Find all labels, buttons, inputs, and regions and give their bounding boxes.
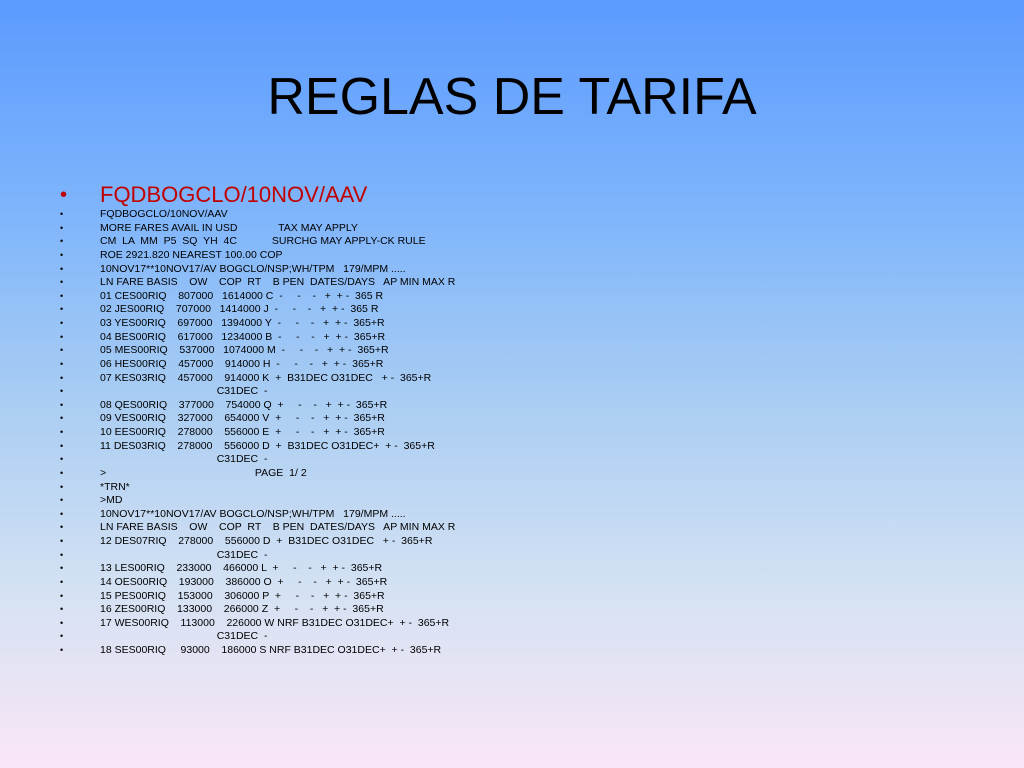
fare-line (60, 562, 455, 576)
fare-line-text: 05 MES00RIQ 537000 1074000 M - - - + + - 365+R (100, 344, 389, 357)
fare-line (60, 222, 455, 236)
fare-line (60, 385, 455, 399)
fare-line (60, 235, 455, 249)
fare-line-text: >MD (100, 494, 123, 507)
fare-line (60, 576, 455, 590)
bullet-icon: • (60, 222, 64, 233)
fare-line-text: MORE FARES AVAIL IN USD TAX MAY APPLY (100, 221, 358, 234)
fare-line (60, 603, 455, 617)
bullet-icon: • (60, 413, 64, 424)
fare-line-text: > PAGE 1/ 2 (100, 466, 307, 479)
fare-line (60, 644, 455, 658)
bullet-icon: • (60, 358, 64, 369)
fare-line (60, 344, 455, 358)
fare-line (60, 440, 455, 454)
fare-line (60, 276, 455, 290)
fare-line (60, 317, 455, 331)
fare-line (60, 331, 455, 345)
fare-line-text: 04 BES00RIQ 617000 1234000 B - - - + + - 365+R (100, 330, 386, 343)
fare-line-text: 11 DES03RIQ 278000 556000 D + B31DEC O31DEC+ + - 365+R (100, 439, 435, 452)
fare-display-lines (60, 208, 455, 658)
bullet-icon: • (60, 304, 64, 315)
bullet-icon: • (60, 263, 64, 274)
bullet-icon: • (60, 454, 64, 465)
fare-line-text: 01 CES00RIQ 807000 1614000 C - - - + + - 365 R (100, 289, 384, 302)
fare-line-text: 02 JES00RIQ 707000 1414000 J - - - + + - 365 R (100, 303, 379, 316)
bullet-icon: • (60, 563, 64, 574)
main-bullet-text: FQDBOGCLO/10NOV/AAV (100, 182, 368, 207)
fare-line (60, 521, 455, 535)
fare-line-text: 10NOV17**10NOV17/AV BOGCLO/NSP;WH/TPM 179/MPM ..... (100, 262, 406, 275)
fare-line-text: 17 WES00RIQ 113000 226000 W NRF B31DEC O31DEC+ + - 365+R (100, 616, 450, 629)
fare-line-text: C31DEC - (100, 453, 268, 466)
bullet-icon: • (60, 183, 68, 206)
bullet-icon: • (60, 576, 64, 587)
fare-line-text: 10NOV17**10NOV17/AV BOGCLO/NSP;WH/TPM 179/MPM ..... (100, 507, 406, 520)
fare-line-text: 07 KES03RIQ 457000 914000 K + B31DEC O31DEC + - 365+R (100, 371, 432, 384)
fare-line (60, 535, 455, 549)
bullet-icon: • (60, 481, 64, 492)
fare-line (60, 372, 455, 386)
slide-title: REGLAS DE TARIFA (267, 68, 757, 126)
fare-line-text: 18 SES00RIQ 93000 186000 S NRF B31DEC O31DEC+ + - 365+R (100, 644, 442, 656)
main-bullet (60, 180, 367, 210)
bullet-icon: • (60, 345, 64, 356)
bullet-icon: • (60, 467, 64, 478)
fare-line (60, 481, 455, 495)
bullet-icon: • (60, 440, 64, 451)
bullet-icon: • (60, 290, 64, 301)
bullet-icon: • (60, 249, 64, 260)
bullet-icon: • (60, 318, 64, 328)
bullet-icon: • (60, 399, 64, 410)
bullet-icon: • (60, 331, 64, 342)
fare-line-text: C31DEC - (100, 630, 268, 643)
fare-line (60, 412, 455, 426)
fare-line (60, 467, 455, 481)
bullet-icon: • (60, 645, 64, 655)
fare-line (60, 630, 455, 644)
bullet-icon: • (60, 536, 64, 546)
fare-line (60, 208, 455, 222)
fare-line (60, 358, 455, 372)
fare-line-text: 15 PES00RIQ 153000 306000 P + - - + + - 365+R (100, 589, 385, 602)
fare-line-text: 14 OES00RIQ 193000 386000 O + - - + + - 365+R (100, 575, 388, 588)
fare-line (60, 549, 455, 563)
fare-line-text: LN FARE BASIS OW COP RT B PEN DATES/DAYS AP MIN MAX R (100, 276, 456, 289)
fare-line (60, 494, 455, 508)
fare-line-text: 12 DES07RIQ 278000 556000 D + B31DEC O31DEC + - 365+R (100, 535, 433, 547)
bullet-icon: • (60, 617, 64, 628)
fare-line-text: 09 VES00RIQ 327000 654000 V + - - + + - 365+R (100, 412, 385, 425)
fare-line-text: 13 LES00RIQ 233000 466000 L + - - + + - 365+R (100, 562, 383, 575)
bullet-icon: • (60, 495, 64, 506)
fare-line-text: C31DEC - (100, 385, 268, 398)
bullet-icon: • (60, 590, 64, 601)
fare-line-text: 08 QES00RIQ 377000 754000 Q + - - + + - 365+R (100, 398, 388, 411)
fare-line (60, 508, 455, 522)
fare-line-text: C31DEC - (100, 548, 268, 561)
fare-line (60, 263, 455, 277)
bullet-icon: • (60, 209, 64, 219)
bullet-icon: • (60, 236, 64, 247)
bullet-icon: • (60, 522, 64, 533)
bullet-icon: • (60, 631, 64, 642)
fare-line-text: LN FARE BASIS OW COP RT B PEN DATES/DAYS AP MIN MAX R (100, 521, 456, 534)
fare-line (60, 303, 455, 317)
fare-line (60, 426, 455, 440)
fare-line-text: *TRN* (100, 480, 130, 493)
bullet-icon: • (60, 508, 64, 519)
bullet-icon: • (60, 277, 64, 288)
bullet-icon: • (60, 386, 64, 397)
fare-line-text: 16 ZES00RIQ 133000 266000 Z + - - + + - 365+R (100, 603, 384, 616)
fare-line-text: CM LA MM P5 SQ YH 4C SURCHG MAY APPLY-CK RULE (100, 235, 426, 248)
bullet-icon: • (60, 427, 64, 437)
bullet-icon: • (60, 549, 64, 560)
fare-line-text: 10 EES00RIQ 278000 556000 E + - - + + - 365+R (100, 426, 385, 438)
bullet-icon: • (60, 372, 64, 383)
fare-line (60, 453, 455, 467)
fare-line (60, 617, 455, 631)
fare-line-text: FQDBOGCLO/10NOV/AAV (100, 208, 228, 220)
fare-line-text: 06 HES00RIQ 457000 914000 H - - - + + - 365+R (100, 357, 384, 370)
fare-line (60, 249, 455, 263)
fare-line (60, 290, 455, 304)
fare-line-text: 03 YES00RIQ 697000 1394000 Y - - - + + - 365+R (100, 317, 385, 329)
fare-line-text: ROE 2921.820 NEAREST 100.00 COP (100, 248, 283, 261)
fare-line (60, 590, 455, 604)
bullet-icon: • (60, 604, 64, 615)
fare-line (60, 399, 455, 413)
